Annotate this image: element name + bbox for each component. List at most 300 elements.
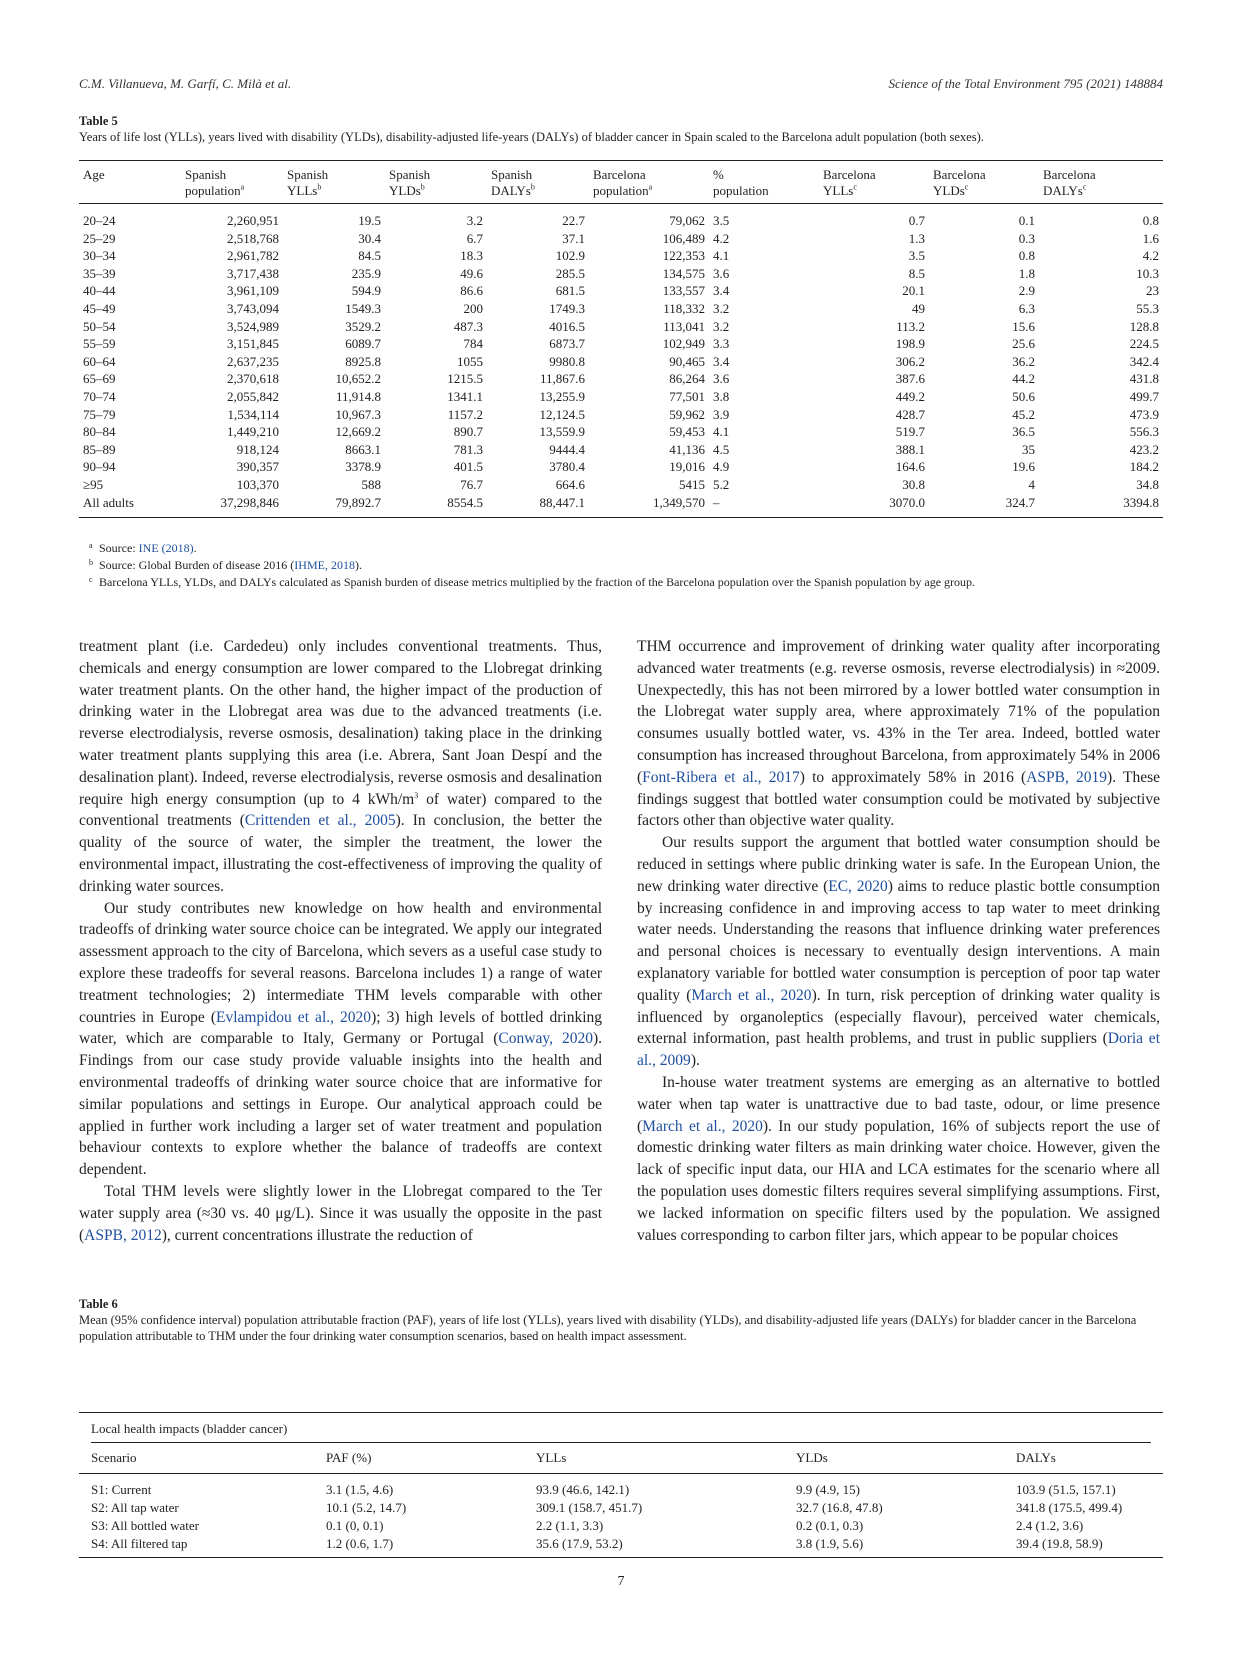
table-cell: 113.2 <box>896 318 925 334</box>
table-row <box>79 265 1163 283</box>
table-cell: 10,967.3 <box>335 406 381 422</box>
table-cell: 1215.5 <box>447 371 483 387</box>
table-cell: 3529.2 <box>345 318 381 334</box>
table-cell: 3.4 <box>713 353 730 369</box>
table-cell: 39.4 (19.8, 58.9) <box>1016 1536 1103 1551</box>
body-column-left <box>79 636 602 1246</box>
table-cell: 2,518,768 <box>227 230 279 246</box>
table-cell: 387.6 <box>895 371 925 387</box>
table6-group-header-row <box>79 1413 1163 1448</box>
column-header-line2: DALYs <box>491 183 531 198</box>
body-text: ). In conclusion, the better the quality of the source of water, the simpler the treatment, the lower the environmental impact, illustrating the cost-effectiveness of improving the quality of drinking water sources. <box>79 812 603 895</box>
table-cell: 45–49 <box>83 300 116 316</box>
table-cell: 1,449,210 <box>227 424 279 440</box>
table-cell: 428.7 <box>895 406 925 422</box>
body-text: ). Findings from our case study provide valuable insights into the health and environmental tradeoffs of drinking water source choice that are informative for similar populations and settings in Europe. Our analytical approach could be applied in further work including a larger set of water treatment and population behaviour contexts to explore whether the balance of tradeoffs are context dependent. <box>79 1030 603 1179</box>
citation-link[interactable]: March et al., 2020 <box>642 1117 763 1135</box>
body-column-right <box>637 636 1160 1246</box>
body-text: ); 3) high levels of bottled drinking water, which are comparable to Italy, Germany or Portugal ( <box>79 1008 603 1048</box>
table5 <box>79 160 1163 518</box>
table-cell: 3,961,109 <box>227 283 279 299</box>
body-text: ) aims to reduce plastic bottle consumption by increasing confidence in and improving access to tap water to meet drinking water needs. Understanding the reasons that influence drinking water preferences and personal choices is necessary to eventually design interventions. A main explanatory variable for bottled water consumption is perception of poor tap water quality ( <box>637 877 1160 1004</box>
table-cell: 1055 <box>457 353 483 369</box>
column-header-footnote-mark: c <box>964 182 969 192</box>
table-cell: 431.8 <box>1129 371 1159 387</box>
table5-column-header <box>79 161 181 204</box>
table-cell: 3.2 <box>466 213 483 228</box>
table-cell: 55–59 <box>83 336 116 352</box>
table-cell: 285.5 <box>555 265 585 281</box>
table-cell: 449.2 <box>895 388 925 404</box>
table-cell: 6.7 <box>466 230 483 246</box>
table-cell: 388.1 <box>895 441 925 457</box>
table-cell: 3.6 <box>713 371 730 387</box>
table-cell: 103,370 <box>236 476 279 492</box>
table-cell: 23 <box>1146 283 1159 299</box>
table-cell: 10,652.2 <box>335 371 381 387</box>
column-header-line1: Barcelona <box>1043 167 1096 182</box>
citation-link[interactable]: ASPB, 2019 <box>1026 768 1108 786</box>
body-text: Total THM levels were slightly lower in the Llobregat compared to the Ter water supply area (≈30 vs. 40 μg/L). Since it was usually the opposite in the past ( <box>79 1182 602 1244</box>
table-cell: 2.2 (1.1, 3.3) <box>536 1518 604 1533</box>
table-row <box>79 423 1163 441</box>
table-cell: 0.8 <box>1142 213 1159 228</box>
table-row <box>79 476 1163 494</box>
table-row <box>79 353 1163 371</box>
table-cell: S1: Current <box>91 1482 152 1497</box>
table-cell: 2,637,235 <box>227 353 279 369</box>
body-text: treatment plant (i.e. Cardedeu) only includes conventional treatments. Thus, chemicals and energy consumption are lower compared to the Llobregat drinking water treatment plants. On the other hand, the higher impact of the production of drinking water in the Llobregat area was due to the advanced treatments (i.e. reverse electrodialysis, reverse osmosis, desalination) taking place in the drinking water treatment plants supplying this area (i.e. Abrera, Sant Joan Despí and the desalination plant). Indeed, reverse electrodialysis, reverse osmosis and desalination require high energy consumption (up to 4 kWh/m <box>79 638 602 808</box>
footnote-mark: a <box>89 541 93 550</box>
table-cell: 3.8 (1.9, 5.6) <box>796 1536 864 1551</box>
table-cell: 13,559.9 <box>539 424 585 440</box>
table5-header-row <box>79 161 1163 204</box>
page-number: 7 <box>617 1574 625 1589</box>
table-row <box>79 406 1163 424</box>
table-cell: 3.5 <box>908 248 925 264</box>
column-header-footnote-mark: b <box>530 182 535 192</box>
table-cell: 0.1 <box>1018 213 1035 228</box>
table-cell: 8.5 <box>908 265 925 281</box>
running-header-authors: C.M. Villanueva, M. Garfí, C. Milà et al. <box>79 76 292 91</box>
citation-link[interactable]: Crittenden et al., 2005 <box>244 812 396 830</box>
table-cell: 390,357 <box>236 459 279 475</box>
footnote-text: ). <box>354 558 362 572</box>
table-cell: 84.5 <box>358 248 381 264</box>
table-row <box>79 1499 1163 1517</box>
table-cell: 556.3 <box>1129 424 1159 440</box>
table-cell: 134,575 <box>662 265 705 281</box>
table-cell: 0.1 (0, 0.1) <box>326 1518 384 1533</box>
table6-group-header: Local health impacts (bladder cancer) <box>91 1420 1151 1443</box>
table-cell: 25.6 <box>1012 336 1035 352</box>
table-cell: 3394.8 <box>1123 494 1159 510</box>
body-text: THM occurrence and improvement of drinking water quality after incorporating advanced water treatments (e.g. reverse osmosis, reverse electrodialysis) in ≈2009. Unexpectedly, this has not been mirrored by a lower bottled water consumption in the Llobregat water supply area, where approximately 71% of the population consumes usually bottled water, vs. 43% in the Ter area. Indeed, bottled water consumption has increased throughout Barcelona, from approximately 54% in 2006 ( <box>637 638 1160 786</box>
table-cell: 88,447.1 <box>539 494 585 510</box>
citation-link[interactable]: Doria et al., 2009 <box>637 1030 1160 1070</box>
body-text: ). These findings suggest that bottled water consumption could be motivated by subjective factors other than objective water quality. <box>637 768 1160 830</box>
table-cell: 30–34 <box>83 248 116 264</box>
table-cell: 15.6 <box>1012 318 1035 334</box>
table-cell: 200 <box>463 300 483 316</box>
table-cell: 784 <box>463 336 483 352</box>
column-header-line1: Spanish <box>287 167 329 182</box>
table-cell: 423.2 <box>1129 441 1159 457</box>
table-cell: 35 <box>1022 441 1035 457</box>
table-cell: 102,949 <box>662 336 705 352</box>
column-header-line2: population <box>185 183 241 198</box>
column-header-line2: YLDs <box>389 183 421 198</box>
column-header-line2: population <box>713 183 769 198</box>
footnote <box>79 574 1179 591</box>
table-cell: 918,124 <box>236 441 279 457</box>
table-cell: 40–44 <box>83 283 116 299</box>
column-header-footnote-mark: b <box>317 182 322 192</box>
table-cell: ≥95 <box>83 476 104 492</box>
table-cell: 3,743,094 <box>227 300 279 316</box>
table-cell: S2: All tap water <box>91 1500 179 1515</box>
table-row <box>79 230 1163 248</box>
table5-footnotes <box>79 540 1179 591</box>
table-cell: 45.2 <box>1012 406 1035 422</box>
table-cell: 12,124.5 <box>539 406 585 422</box>
table-row <box>79 1517 1163 1535</box>
table5-column-header <box>1039 161 1163 204</box>
table-cell: 235.9 <box>351 265 381 281</box>
table6-label: Table 6 <box>79 1297 118 1311</box>
table-cell: 309.1 (158.7, 451.7) <box>536 1500 643 1515</box>
table-cell: 102.9 <box>555 248 585 264</box>
table-cell: 18.3 <box>460 248 483 264</box>
table-cell: 76.7 <box>460 476 483 492</box>
table-cell: 4 <box>1028 476 1035 492</box>
table-cell: 1341.1 <box>447 388 483 404</box>
footnote-text: Source: <box>99 541 139 555</box>
table-cell: 4.1 <box>713 424 730 440</box>
table-cell: – <box>713 494 720 510</box>
table-cell: 2,260,951 <box>227 213 279 228</box>
table-cell: 4.9 <box>713 459 730 475</box>
body-text: Our study contributes new knowledge on how health and environmental tradeoffs of drinking water source choice can be integrated. We apply our integrated assessment approach to the city of Barcelona, which severs as a useful case study to explore these tradeoffs for several reasons. Barcelona includes 1) a range of water treatment technologies; 2) intermediate THM levels comparable with other countries in Europe ( <box>79 899 602 1026</box>
table-cell: 594.9 <box>351 283 381 299</box>
table-cell: 198.9 <box>895 336 925 352</box>
table-cell: 9444.4 <box>549 441 585 457</box>
table-cell: 0.3 <box>1018 230 1035 246</box>
body-paragraph <box>79 636 602 898</box>
table-row <box>79 1535 1163 1558</box>
footnote-text: . <box>193 541 197 555</box>
table-cell: 2.9 <box>1018 283 1035 299</box>
table-cell: 37.1 <box>562 230 585 246</box>
body-text: of water) compared to the conventional treatments ( <box>79 790 603 830</box>
body-text: ). In turn, risk perception of drinking water quality is influenced by organoleptics (especially flavour), perceived water chemicals, external information, past health problems, and trust in public suppliers ( <box>637 986 1160 1048</box>
table-cell: 519.7 <box>895 424 925 440</box>
table6-column-header: Scenario <box>91 1450 137 1465</box>
table-cell: 25–29 <box>83 230 116 246</box>
body-text: ). <box>690 1052 700 1070</box>
table-cell: 342.4 <box>1129 353 1159 369</box>
body-text: ) to approximately 58% in 2016 ( <box>799 768 1027 786</box>
column-header-line2: YLLs <box>287 183 318 198</box>
table-cell: 50–54 <box>83 318 116 334</box>
table-cell: 324.7 <box>1005 494 1035 510</box>
table-cell: 3.2 <box>713 318 730 334</box>
table-cell: 487.3 <box>453 318 483 334</box>
table-cell: 59,962 <box>669 406 705 422</box>
table-cell: 13,255.9 <box>539 388 585 404</box>
table-cell: 32.7 (16.8, 47.8) <box>796 1500 883 1515</box>
table-cell: 44.2 <box>1012 371 1035 387</box>
column-header-line1: % <box>713 167 724 182</box>
table6-column-header: YLDs <box>796 1450 828 1465</box>
table-cell: 6873.7 <box>549 336 585 352</box>
table-cell <box>79 494 181 518</box>
superscript: 3 <box>414 790 419 800</box>
table-cell: 122,353 <box>662 248 705 264</box>
table6-column-header: PAF (%) <box>326 1450 372 1465</box>
table-cell: 9.9 (4.9, 15) <box>796 1482 860 1497</box>
table6-header-row <box>79 1447 1163 1474</box>
table-cell: 70–74 <box>83 388 116 404</box>
table-cell: 36.5 <box>1012 424 1035 440</box>
column-header-footnote-mark: b <box>420 182 425 192</box>
table-row <box>79 441 1163 459</box>
table5-column-header <box>181 161 283 204</box>
table-row <box>79 1474 1163 1500</box>
table-cell: 3.3 <box>713 336 730 352</box>
body-paragraph <box>637 832 1160 1072</box>
table-row <box>79 318 1163 336</box>
table5-column-header <box>487 161 589 204</box>
table-cell: 79,062 <box>669 213 705 228</box>
table-cell: 4.2 <box>1142 248 1159 264</box>
table-cell: 4016.5 <box>549 318 585 334</box>
table-cell: 19.6 <box>1012 459 1035 475</box>
table5-caption-block <box>79 113 1163 145</box>
column-header-line1: Barcelona <box>933 167 986 182</box>
table-cell: 30.8 <box>902 476 925 492</box>
table-cell: 3,151,845 <box>227 336 279 352</box>
table-cell: 4.2 <box>713 230 730 246</box>
table-cell: 2.4 (1.2, 3.6) <box>1016 1518 1084 1533</box>
table5-body <box>79 204 1163 518</box>
column-header-line1: Barcelona <box>823 167 876 182</box>
table5-caption: Years of life lost (YLLs), years lived with disability (YLDs), disability-adjusted life-years (DALYs) of bladder cancer in Spain scaled to the Barcelona adult population (both sexes). <box>79 130 984 144</box>
table-cell: 20–24 <box>83 213 116 228</box>
body-paragraph <box>79 898 602 1181</box>
column-header-footnote-mark: a <box>648 182 653 192</box>
table-cell: 3.4 <box>713 283 730 299</box>
table-cell: 2,961,782 <box>227 248 279 264</box>
running-header-journal: Science of the Total Environment 795 (2021) 148884 <box>888 76 1163 91</box>
table-row <box>79 247 1163 265</box>
table-cell: 93.9 (46.6, 142.1) <box>536 1482 630 1497</box>
column-header-line1: Barcelona <box>593 167 646 182</box>
column-header-line1: Spanish <box>185 167 227 182</box>
table-row <box>79 388 1163 406</box>
table-cell: 35.6 (17.9, 53.2) <box>536 1536 623 1551</box>
column-header-footnote-mark: c <box>853 182 857 192</box>
table-cell: 118,332 <box>663 300 705 316</box>
footnote-reference-link[interactable]: INE (2018) <box>138 541 194 555</box>
table-cell: 3378.9 <box>345 459 381 475</box>
table-cell: 3070.0 <box>889 494 925 510</box>
citation-link[interactable]: Evlampidou et al., 2020 <box>215 1008 372 1026</box>
table-cell: 55.3 <box>1136 300 1159 316</box>
table-cell: 0.7 <box>908 213 925 228</box>
table-cell: 86,264 <box>669 371 705 387</box>
table-cell: 79,892.7 <box>335 494 381 510</box>
body-text: In-house water treatment systems are emerging as an alternative to bottled water when tap water is unattractive due to bad taste, odour, or lime presence ( <box>637 1073 1160 1135</box>
column-header-line1: Spanish <box>389 167 431 182</box>
table-row <box>79 458 1163 476</box>
table5-column-header <box>385 161 487 204</box>
table-cell: 3.8 <box>713 388 730 404</box>
table5-column-header <box>283 161 385 204</box>
table-row <box>79 335 1163 353</box>
table-row <box>79 204 1163 230</box>
table-cell: 10.1 (5.2, 14.7) <box>326 1500 407 1515</box>
table5-column-header <box>929 161 1039 204</box>
table-cell: 128.8 <box>1129 318 1159 334</box>
table-cell: 8925.8 <box>345 353 381 369</box>
table-cell: 20.1 <box>902 283 925 299</box>
footnote <box>79 557 1179 574</box>
footnote-mark: b <box>89 558 93 567</box>
table-cell: 2,370,618 <box>227 371 279 387</box>
table-cell: 49 <box>912 300 925 316</box>
citation-link[interactable]: ASPB, 2012 <box>84 1226 162 1244</box>
table-cell: 681.5 <box>555 283 585 299</box>
table-cell: 75–79 <box>83 406 116 422</box>
table-cell: 8554.5 <box>447 494 483 510</box>
table-cell: 10.3 <box>1136 265 1159 281</box>
table-cell: 35–39 <box>83 265 116 281</box>
table-cell: 5415 <box>679 476 705 492</box>
table-cell: 499.7 <box>1129 388 1159 404</box>
body-text: Our results support the argument that bottled water consumption should be reduced in settings where public drinking water is safe. In the European Union, the new drinking water directive ( <box>637 834 1160 895</box>
table-cell: 11,914.8 <box>335 388 381 404</box>
footnote <box>79 540 1179 557</box>
table5-column-header <box>819 161 929 204</box>
table-cell: 133,557 <box>662 283 705 299</box>
table-cell: 6089.7 <box>345 336 381 352</box>
table-cell: 34.8 <box>1136 476 1159 492</box>
table-cell: 22.7 <box>562 213 585 228</box>
table-cell: 3.5 <box>713 213 730 228</box>
table6-column-header: YLLs <box>536 1450 567 1465</box>
table-cell: 4.1 <box>713 248 730 264</box>
citation-link[interactable]: EC, 2020 <box>828 877 888 895</box>
body-text: ), current concentrations illustrate the reduction of <box>161 1226 473 1244</box>
table6-column-header: DALYs <box>1016 1450 1056 1465</box>
body-paragraph <box>79 1181 602 1246</box>
table-cell: 36.2 <box>1012 353 1035 369</box>
citation-link[interactable]: Font-Ribera et al., 2017 <box>642 768 800 786</box>
column-header-line2: YLDs <box>933 183 965 198</box>
table-cell: 1.8 <box>1018 265 1035 281</box>
table-cell: 37,298,846 <box>220 494 279 510</box>
table5-column-header <box>589 161 709 204</box>
column-header-line1: Spanish <box>491 167 533 182</box>
table-cell: 85–89 <box>83 441 116 457</box>
table-cell: 781.3 <box>453 441 483 457</box>
table-cell: 103.9 (51.5, 157.1) <box>1016 1482 1116 1497</box>
citation-link[interactable]: Conway, 2020 <box>498 1030 593 1048</box>
table-cell: 890.7 <box>453 424 483 440</box>
table-cell: 164.6 <box>895 459 925 475</box>
table-cell: 60–64 <box>83 353 116 369</box>
table-cell: 224.5 <box>1129 336 1159 352</box>
table-cell: 3,717,438 <box>227 265 279 281</box>
table-cell: 1.2 (0.6, 1.7) <box>326 1536 394 1551</box>
table6-body <box>79 1474 1163 1558</box>
table-cell: 9980.8 <box>549 353 585 369</box>
table-cell: 1157.2 <box>447 406 483 422</box>
table-cell: 3.1 (1.5, 4.6) <box>326 1482 394 1497</box>
citation-link[interactable]: March et al., 2020 <box>691 986 812 1004</box>
table-cell: 1,349,570 <box>653 494 705 510</box>
table-cell: 0.2 (0.1, 0.3) <box>796 1518 864 1533</box>
table-cell: 3,524,989 <box>227 318 279 334</box>
column-header-footnote-mark: a <box>240 182 245 192</box>
table-cell: 5.2 <box>713 476 730 492</box>
footnote-mark: c <box>89 575 93 584</box>
table-cell: 1749.3 <box>549 300 585 316</box>
table-row <box>79 370 1163 388</box>
body-paragraph <box>637 1072 1160 1246</box>
table-cell: 41,136 <box>669 441 705 457</box>
table-cell: 0.8 <box>1018 248 1035 264</box>
table-cell: 401.5 <box>453 459 483 475</box>
table-cell: 90–94 <box>83 459 116 475</box>
table-row <box>79 300 1163 318</box>
table-cell: 12,669.2 <box>335 424 381 440</box>
table-cell: 90,465 <box>669 353 705 369</box>
table-cell: 113,041 <box>663 318 705 334</box>
table-row <box>79 494 1163 518</box>
table-cell: S4: All filtered tap <box>91 1536 188 1551</box>
footnote-text: Barcelona YLLs, YLDs, and DALYs calculated as Spanish burden of disease metrics multiplied by the fraction of the Barcelona population over the Spanish population by age group. <box>99 575 976 589</box>
table-cell: 77,501 <box>669 388 705 404</box>
table-cell: 30.4 <box>358 230 381 246</box>
table5-column-header <box>709 161 819 204</box>
table-cell: 86.6 <box>460 283 483 299</box>
table-cell: 3.2 <box>713 300 730 316</box>
table-cell: 1,534,114 <box>227 406 279 422</box>
table-cell: 80–84 <box>83 424 116 440</box>
table5-label: Table 5 <box>79 114 118 128</box>
table-cell: 341.8 (175.5, 499.4) <box>1016 1500 1123 1515</box>
table-cell: 19.5 <box>358 213 381 228</box>
body-paragraph <box>637 636 1160 832</box>
table6 <box>79 1412 1163 1558</box>
table-cell: 65–69 <box>83 371 116 387</box>
table-cell: 3.6 <box>713 265 730 281</box>
table-cell: 3.9 <box>713 406 730 422</box>
table-cell: S3: All bottled water <box>91 1518 199 1533</box>
table-cell: 184.2 <box>1129 459 1159 475</box>
table6-caption: Mean (95% confidence interval) population attributable fraction (PAF), years of life lost (YLLs), years lived with disability (YLDs), and disability-adjusted life years (DALYs) for bladder cancer in the Barcelona population attributable to THM under the four drinking water consumption scenarios, based on health impact assessment. <box>79 1313 1137 1343</box>
column-header-line2: DALYs <box>1043 183 1083 198</box>
table-cell: 59,453 <box>669 424 705 440</box>
footnote-reference-link[interactable]: IHME, 2018 <box>294 558 355 572</box>
column-header-footnote-mark: c <box>1082 182 1087 192</box>
table-cell: 4.5 <box>713 441 730 457</box>
column-header-line2: population <box>593 183 649 198</box>
table-cell: 3780.4 <box>549 459 585 475</box>
column-header-line1: Age <box>83 167 105 182</box>
